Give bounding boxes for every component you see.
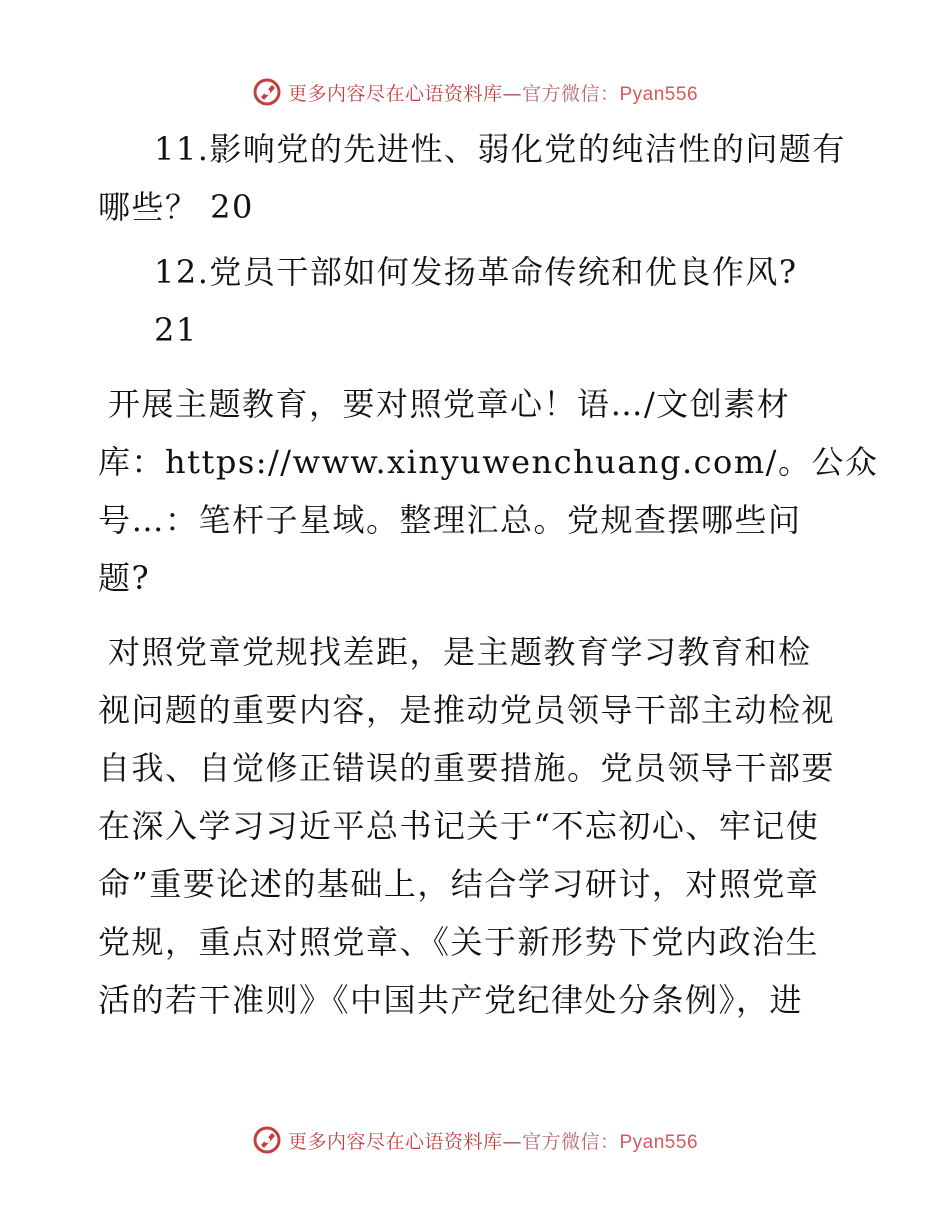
paragraph-2 [98, 623, 858, 1029]
banner-main-text: 更多内容尽在心语资料库 [287, 82, 503, 105]
paragraph-1-line: 号…：笔杆子星域。整理汇总。党规查摆哪些问 [98, 501, 802, 539]
toc-item-12-line2: 21 [154, 311, 198, 349]
paragraph-1-line: 库：https://www.xinyuwenchuang.com/。公众 [98, 443, 879, 481]
document-content [98, 120, 879, 1029]
paragraph-2-line: 党规，重点对照党章、《关于新形势下党内政治生 [98, 923, 820, 961]
banner-label: 官方微信： [521, 82, 620, 105]
banner-main-text: 更多内容尽在心语资料库 [287, 1130, 503, 1153]
paragraph-1-line: 题? [98, 559, 151, 597]
banner-text [288, 1127, 698, 1154]
pen-swirl-icon [252, 1125, 282, 1155]
paragraph-2-line: 命”重要论述的基础上，结合学习研讨，对照党章 [98, 865, 820, 903]
header-banner [0, 72, 950, 112]
pen-swirl-icon [252, 77, 282, 107]
toc-item-11-line1: 11.影响党的先进性、弱化党的纯洁性的问题有 [154, 130, 846, 168]
paragraph-2-line: 视问题的重要内容，是推动党员领导干部主动检视 [98, 691, 836, 729]
banner-separator: — [502, 82, 522, 105]
paragraph-2-line: 对照党章党规找差距，是主题教育学习教育和检 [108, 633, 812, 671]
paragraph-2-line: 在深入学习习近平总书记关于“不忘初心、牢记使 [98, 807, 820, 845]
banner-text [288, 79, 698, 106]
banner-handle: Pyan556 [619, 83, 699, 105]
banner-separator: — [502, 1130, 522, 1153]
paragraph-1 [98, 375, 879, 607]
paragraph-2-line: 活的若干准则》《中国共产党纪律处分条例》，进 [98, 981, 804, 1019]
paragraph-2-line: 自我、自觉修正错误的重要措施。党员领导干部要 [98, 749, 836, 787]
banner-handle: Pyan556 [619, 1131, 699, 1153]
toc-item-11-line2: 哪些？ 20 [98, 188, 254, 226]
banner-label: 官方微信： [521, 1130, 620, 1153]
paragraph-1-line: 开展主题教育，要对照党章心！语…/文创素材 [108, 385, 791, 423]
toc-item-12 [98, 243, 858, 359]
footer-banner [0, 1120, 950, 1160]
toc-item-11 [98, 120, 858, 236]
toc-item-12-line1: 12.党员干部如何发扬革命传统和优良作风? [154, 253, 798, 291]
